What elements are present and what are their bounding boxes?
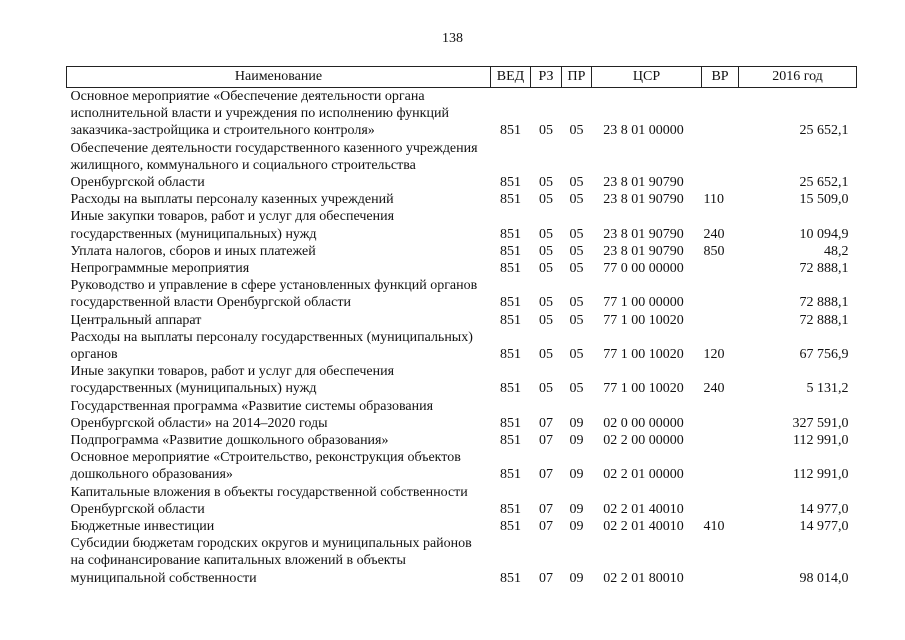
cell-csr: 77 1 00 00000 (603, 295, 684, 311)
cell-amount: 72 888,1 (799, 261, 849, 277)
cell-pr: 05 (569, 175, 584, 191)
table-row (67, 260, 857, 277)
cell-name: Субсидии бюджетам городских округов и муниципальных районов на софинансирование капитальных вложений в объекты муниципальной собственности (70, 536, 472, 586)
table-row (67, 518, 857, 535)
cell-name: Центральный аппарат (70, 312, 202, 328)
cell-vr: 240 (703, 226, 725, 242)
cell-pr: 05 (569, 243, 584, 259)
cell-pr: 05 (569, 381, 584, 397)
cell-csr: 23 8 01 90790 (603, 192, 684, 208)
cell-vr: 240 (703, 381, 725, 397)
cell-name: Капитальные вложения в объекты государственной собственности Оренбургской области (70, 484, 468, 517)
cell-csr: 77 0 00 00000 (603, 261, 684, 277)
cell-ved: 851 (500, 243, 521, 259)
cell-rz: 05 (539, 347, 553, 363)
cell-ved: 851 (500, 123, 521, 139)
cell-csr: 02 2 00 00000 (603, 433, 684, 449)
cell-csr: 23 8 01 90790 (603, 175, 684, 191)
cell-vr (702, 277, 739, 311)
cell-csr: 02 0 00 00000 (603, 415, 684, 431)
cell-amount: 67 756,9 (799, 347, 849, 363)
cell-pr: 09 (569, 570, 584, 586)
cell-vr: 120 (703, 347, 725, 363)
cell-name: Уплата налогов, сборов и иных платежей (70, 243, 316, 259)
table-row (67, 140, 857, 192)
cell-name: Основное мероприятие «Строительство, реконструкция объектов дошкольного образования» (70, 450, 461, 483)
cell-ved: 851 (500, 312, 521, 328)
cell-pr: 05 (569, 261, 584, 277)
cell-amount: 14 977,0 (799, 501, 849, 517)
table-row (67, 432, 857, 449)
cell-ved: 851 (500, 261, 521, 277)
cell-csr: 02 2 01 40010 (603, 501, 684, 517)
header-year: 2016 год (739, 67, 857, 88)
cell-vr: 850 (703, 243, 725, 259)
cell-name: Руководство и управление в сфере установленных функций органов государственной власти Оренбургской области (70, 278, 478, 311)
cell-vr (702, 140, 739, 192)
cell-vr (702, 398, 739, 432)
cell-amount: 72 888,1 (799, 295, 849, 311)
cell-vr (702, 535, 739, 587)
cell-rz: 05 (539, 243, 553, 259)
cell-pr: 05 (569, 192, 584, 208)
cell-csr: 02 2 01 80010 (603, 570, 684, 586)
cell-amount: 98 014,0 (799, 570, 849, 586)
table-row (67, 449, 857, 483)
cell-rz: 05 (539, 381, 553, 397)
cell-amount: 48,2 (824, 243, 849, 259)
header-name: Наименование (67, 67, 491, 88)
cell-rz: 07 (539, 519, 553, 535)
cell-ved: 851 (500, 192, 521, 208)
header-rz: РЗ (531, 67, 562, 88)
cell-ved: 851 (500, 415, 521, 431)
cell-csr: 02 2 01 40010 (603, 519, 684, 535)
budget-table (66, 66, 857, 587)
table-row (67, 484, 857, 518)
table-row (67, 363, 857, 397)
cell-name: Подпрограмма «Развитие дошкольного образования» (70, 433, 389, 449)
cell-ved: 851 (500, 467, 521, 483)
cell-rz: 07 (539, 467, 553, 483)
header-csr: ЦСР (592, 67, 702, 88)
cell-rz: 07 (539, 501, 553, 517)
table-header-row (67, 67, 857, 88)
cell-ved: 851 (500, 519, 521, 535)
cell-name: Расходы на выплаты персоналу государственных (муниципальных) органов (70, 329, 473, 363)
cell-csr: 77 1 00 10020 (603, 381, 684, 397)
cell-pr: 09 (569, 415, 584, 431)
table-row (67, 277, 857, 311)
cell-csr: 23 8 01 90790 (603, 243, 684, 259)
cell-name: Бюджетные инвестиции (70, 519, 215, 535)
cell-amount: 5 131,2 (806, 381, 849, 397)
cell-vr (702, 484, 739, 518)
cell-rz: 07 (539, 415, 553, 431)
cell-rz: 05 (539, 261, 553, 277)
cell-vr (702, 449, 739, 483)
cell-rz: 07 (539, 433, 553, 449)
cell-pr: 05 (569, 347, 584, 363)
table-row (67, 312, 857, 329)
cell-ved: 851 (500, 347, 521, 363)
cell-vr (702, 88, 739, 140)
cell-rz: 05 (539, 312, 553, 328)
cell-name: Расходы на выплаты персоналу казенных учреждений (70, 192, 394, 208)
cell-amount: 15 509,0 (799, 192, 849, 208)
cell-vr: 410 (703, 519, 725, 535)
cell-amount: 112 991,0 (793, 433, 849, 449)
cell-ved: 851 (500, 433, 521, 449)
cell-vr (702, 312, 739, 329)
cell-rz: 07 (539, 570, 553, 586)
cell-pr: 09 (569, 467, 584, 483)
cell-amount: 25 652,1 (799, 175, 849, 191)
cell-rz: 05 (539, 123, 553, 139)
cell-name: Иные закупки товаров, работ и услуг для обеспечения государственных (муниципальных) нужд (70, 209, 395, 242)
table-row (67, 243, 857, 260)
cell-name: Обеспечение деятельности государственного казенного учреждения жилищного, коммунального и социального строительства Оренбургской области (70, 140, 478, 191)
cell-amount: 14 977,0 (799, 519, 849, 535)
cell-csr: 02 2 01 00000 (603, 467, 684, 483)
table-row (67, 329, 857, 363)
cell-pr: 05 (569, 295, 584, 311)
cell-ved: 851 (500, 381, 521, 397)
header-ved: ВЕД (491, 67, 531, 88)
cell-csr: 23 8 01 90790 (603, 226, 684, 242)
cell-pr: 05 (569, 123, 584, 139)
cell-ved: 851 (500, 226, 521, 242)
cell-amount: 327 591,0 (792, 415, 849, 431)
cell-pr: 05 (569, 226, 584, 242)
table-row (67, 208, 857, 242)
cell-csr: 77 1 00 10020 (603, 312, 684, 328)
cell-vr (702, 432, 739, 449)
cell-name: Иные закупки товаров, работ и услуг для обеспечения государственных (муниципальных) нужд (70, 364, 395, 397)
header-vr: ВР (702, 67, 739, 88)
cell-vr: 110 (703, 192, 724, 208)
cell-amount: 72 888,1 (799, 312, 849, 328)
cell-amount: 10 094,9 (799, 226, 849, 242)
cell-rz: 05 (539, 175, 553, 191)
cell-ved: 851 (500, 501, 521, 517)
page-number: 138 (442, 31, 463, 46)
table-row (67, 535, 857, 587)
cell-pr: 05 (569, 312, 584, 328)
cell-pr: 09 (569, 501, 584, 517)
cell-rz: 05 (539, 192, 553, 208)
cell-csr: 23 8 01 00000 (603, 123, 684, 139)
cell-name: Государственная программа «Развитие системы образования Оренбургской области» на 2014–2020 годы (70, 398, 434, 431)
cell-pr: 09 (569, 433, 584, 449)
table-body (67, 88, 857, 587)
cell-amount: 112 991,0 (793, 467, 849, 483)
table-row (67, 398, 857, 432)
cell-amount: 25 652,1 (799, 123, 849, 139)
table-row (67, 88, 857, 140)
table-row (67, 191, 857, 208)
cell-ved: 851 (500, 295, 521, 311)
cell-vr (702, 260, 739, 277)
cell-ved: 851 (500, 175, 521, 191)
cell-ved: 851 (500, 570, 521, 586)
cell-csr: 77 1 00 10020 (603, 347, 684, 363)
cell-name: Непрограммные мероприятия (70, 261, 250, 277)
cell-rz: 05 (539, 226, 553, 242)
cell-name: Основное мероприятие «Обеспечение деятельности органа исполнительной власти и учреждения по исполнению функций заказчика-застройщика и строительного контроля» (70, 89, 449, 139)
header-pr: ПР (562, 67, 592, 88)
cell-rz: 05 (539, 295, 553, 311)
cell-pr: 09 (569, 519, 584, 535)
